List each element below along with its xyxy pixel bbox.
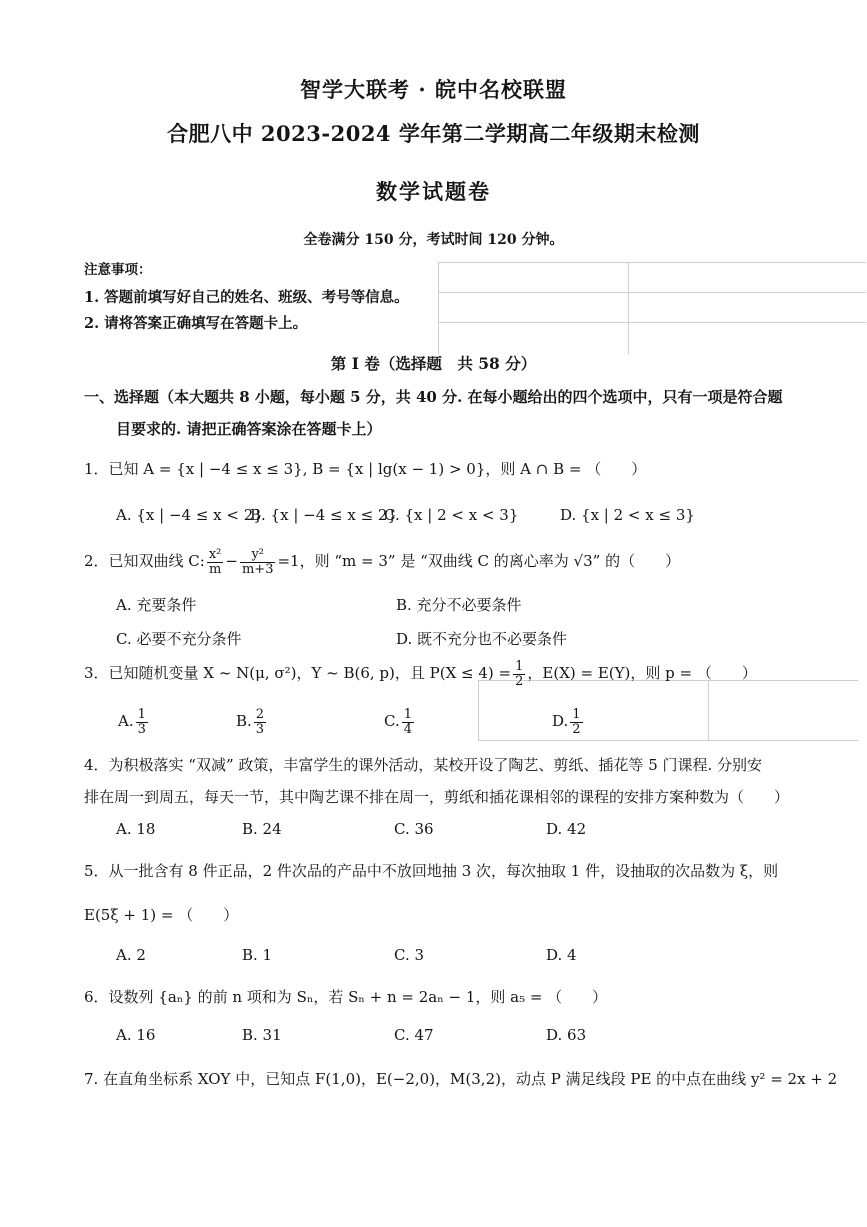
question-5-stem-line2: E(5ξ + 1) = （ ） xyxy=(84,906,239,924)
question-3-option-a xyxy=(118,708,150,736)
question-2-option-b: B. 充分不必要条件 xyxy=(396,596,522,614)
question-2-option-c: C. 必要不充分条件 xyxy=(116,630,242,648)
question-2-stem-suffix: =1，则 “m = 3” 是 “双曲线 C 的离心率为 √3” 的（ ） xyxy=(277,552,681,571)
question-2-option-a: A. 充要条件 xyxy=(116,596,197,614)
question-4-option-a: A. 18 xyxy=(116,820,156,838)
fraction-denominator: 2 xyxy=(572,721,581,737)
fraction-numerator: 2 xyxy=(255,707,265,722)
question-3-stem xyxy=(84,660,757,688)
question-7-stem: 7. 在直角坐标系 XOY 中，已知点 F(1,0)，E(−2,0)，M(3,2)，动点 P 满足线段 PE 的中点在曲线 y² = 2x + 2 xyxy=(84,1070,838,1088)
note-item: 1. 答题前填写好自己的姓名、班级、考号等信息。 xyxy=(84,289,409,306)
question-6-option-c: C. 47 xyxy=(394,1026,434,1044)
option-label: A. xyxy=(118,712,134,731)
question-2-option-d: D. 既不充分也不必要条件 xyxy=(396,630,568,648)
fraction xyxy=(136,708,148,736)
part-title: 第 I 卷（选择题 共 58 分） xyxy=(330,354,537,373)
fraction-numerator: y² xyxy=(240,548,276,563)
fraction xyxy=(254,708,266,736)
question-3-stem-suffix: ，E(X) = E(Y)，则 p = （ ） xyxy=(527,664,757,683)
question-5-stem-line1: 5．从一批含有 8 件正品，2 件次品的产品中不放回地抽 3 次，每次抽取 1 件，设抽取的次品数为 ξ，则 xyxy=(84,862,779,880)
question-5-option-c: C. 3 xyxy=(394,946,425,964)
fraction-denominator: 3 xyxy=(255,721,265,737)
fraction-denominator: 4 xyxy=(403,721,412,737)
question-4-stem-line2: 排在周一到周五，每天一节，其中陶艺课不排在周一，剪纸和插花课相邻的课程的安排方案种数为（ ） xyxy=(84,788,790,806)
bleed-through-table xyxy=(438,262,866,263)
question-3-option-b xyxy=(236,708,268,736)
question-5-option-a: A. 2 xyxy=(116,946,146,964)
notes-heading: 注意事项： xyxy=(84,262,152,278)
paper-title: 数学试题卷 xyxy=(376,179,491,204)
bleed-through-table xyxy=(438,322,866,323)
note-item: 2. 请将答案正确填写在答题卡上。 xyxy=(84,315,308,332)
fraction xyxy=(207,548,224,576)
exam-title: 合肥八中 2023-2024 学年第二学期高二年级期末检测 xyxy=(167,121,700,146)
fraction xyxy=(240,548,276,576)
question-1-option-a: A. {x | −4 ≤ x < 2} xyxy=(116,506,263,524)
section-instructions-cont: 目要求的. 请把正确答案涂在答题卡上） xyxy=(116,420,382,438)
option-label: B. xyxy=(236,712,252,731)
fraction-denominator: m xyxy=(208,561,222,577)
question-3-option-c xyxy=(384,708,416,736)
bleed-through-table xyxy=(628,262,629,354)
bleed-through-table xyxy=(708,680,709,740)
question-1-option-d: D. {x | 2 < x ≤ 3} xyxy=(560,506,695,524)
question-6-option-d: D. 63 xyxy=(546,1026,587,1044)
exam-meta: 全卷满分 150 分，考试时间 120 分钟。 xyxy=(303,232,564,248)
fraction-numerator: 1 xyxy=(515,659,524,674)
option-label: D. xyxy=(552,712,569,731)
question-1-option-c: C. {x | 2 < x < 3} xyxy=(384,506,519,524)
question-5-option-d: D. 4 xyxy=(546,946,577,964)
exam-series-title: 智学大联考 · 皖中名校联盟 xyxy=(300,77,567,102)
question-2-stem: 2．已知双曲线 C: $\frac{\text{x²}}{m}$ − $\frac{\text{y²}}{m+3}$ =1，则 “m = 3” 是 “双曲线 C 的离心率为 √3” 的（ ） xyxy=(84,547,681,577)
question-6-stem: 6．设数列 {aₙ} 的前 n 项和为 Sₙ，若 Sₙ + n = 2aₙ − 1，则 a₅ = （ ） xyxy=(84,988,608,1006)
fraction xyxy=(570,708,582,736)
fraction-numerator: 1 xyxy=(137,707,146,722)
fraction xyxy=(402,708,414,736)
question-5-option-b: B. 1 xyxy=(242,946,273,964)
fraction-numerator: 1 xyxy=(403,707,412,722)
bleed-through-table xyxy=(438,262,439,354)
question-3-stem-prefix: 3．已知随机变量 X ~ N(μ, σ²)，Y ~ B(6, p)，且 P(X ≤ 4) = xyxy=(84,664,512,683)
fraction-denominator: 3 xyxy=(137,721,146,737)
section-instructions: 一、选择题（本大题共 8 小题，每小题 5 分，共 40 分. 在每小题给出的四个选项中，只有一项是符合题 xyxy=(84,388,783,406)
fraction-denominator: m+3 xyxy=(241,561,274,577)
fraction xyxy=(513,660,525,688)
question-3-option-d xyxy=(552,708,585,736)
question-1-option-b: B. {x | −4 ≤ x ≤ 2} xyxy=(250,506,398,524)
fraction-numerator: x² xyxy=(208,547,222,562)
fraction-denominator: 2 xyxy=(515,673,524,689)
bleed-through-table xyxy=(478,680,479,740)
question-1-stem: 1．已知 A = {x | −4 ≤ x ≤ 3}, B = {x | lg(x − 1) > 0}，则 A ∩ B = （ ） xyxy=(84,460,647,478)
question-6-option-a: A. 16 xyxy=(116,1026,156,1044)
question-4-stem-line1: 4．为积极落实 “双减” 政策，丰富学生的课外活动，某校开设了陶艺、剪纸、插花等 5 门课程. 分别安 xyxy=(84,756,763,774)
question-4-option-d: D. 42 xyxy=(546,820,587,838)
option-label: C. xyxy=(384,712,400,731)
bleed-through-table xyxy=(478,740,858,741)
fraction-numerator: 1 xyxy=(572,707,581,722)
question-4-option-b: B. 24 xyxy=(242,820,282,838)
bleed-through-table xyxy=(438,292,866,293)
question-2-stem-prefix: 2．已知双曲线 C: xyxy=(84,552,205,571)
question-4-option-c: C. 36 xyxy=(394,820,434,838)
question-6-option-b: B. 31 xyxy=(242,1026,282,1044)
